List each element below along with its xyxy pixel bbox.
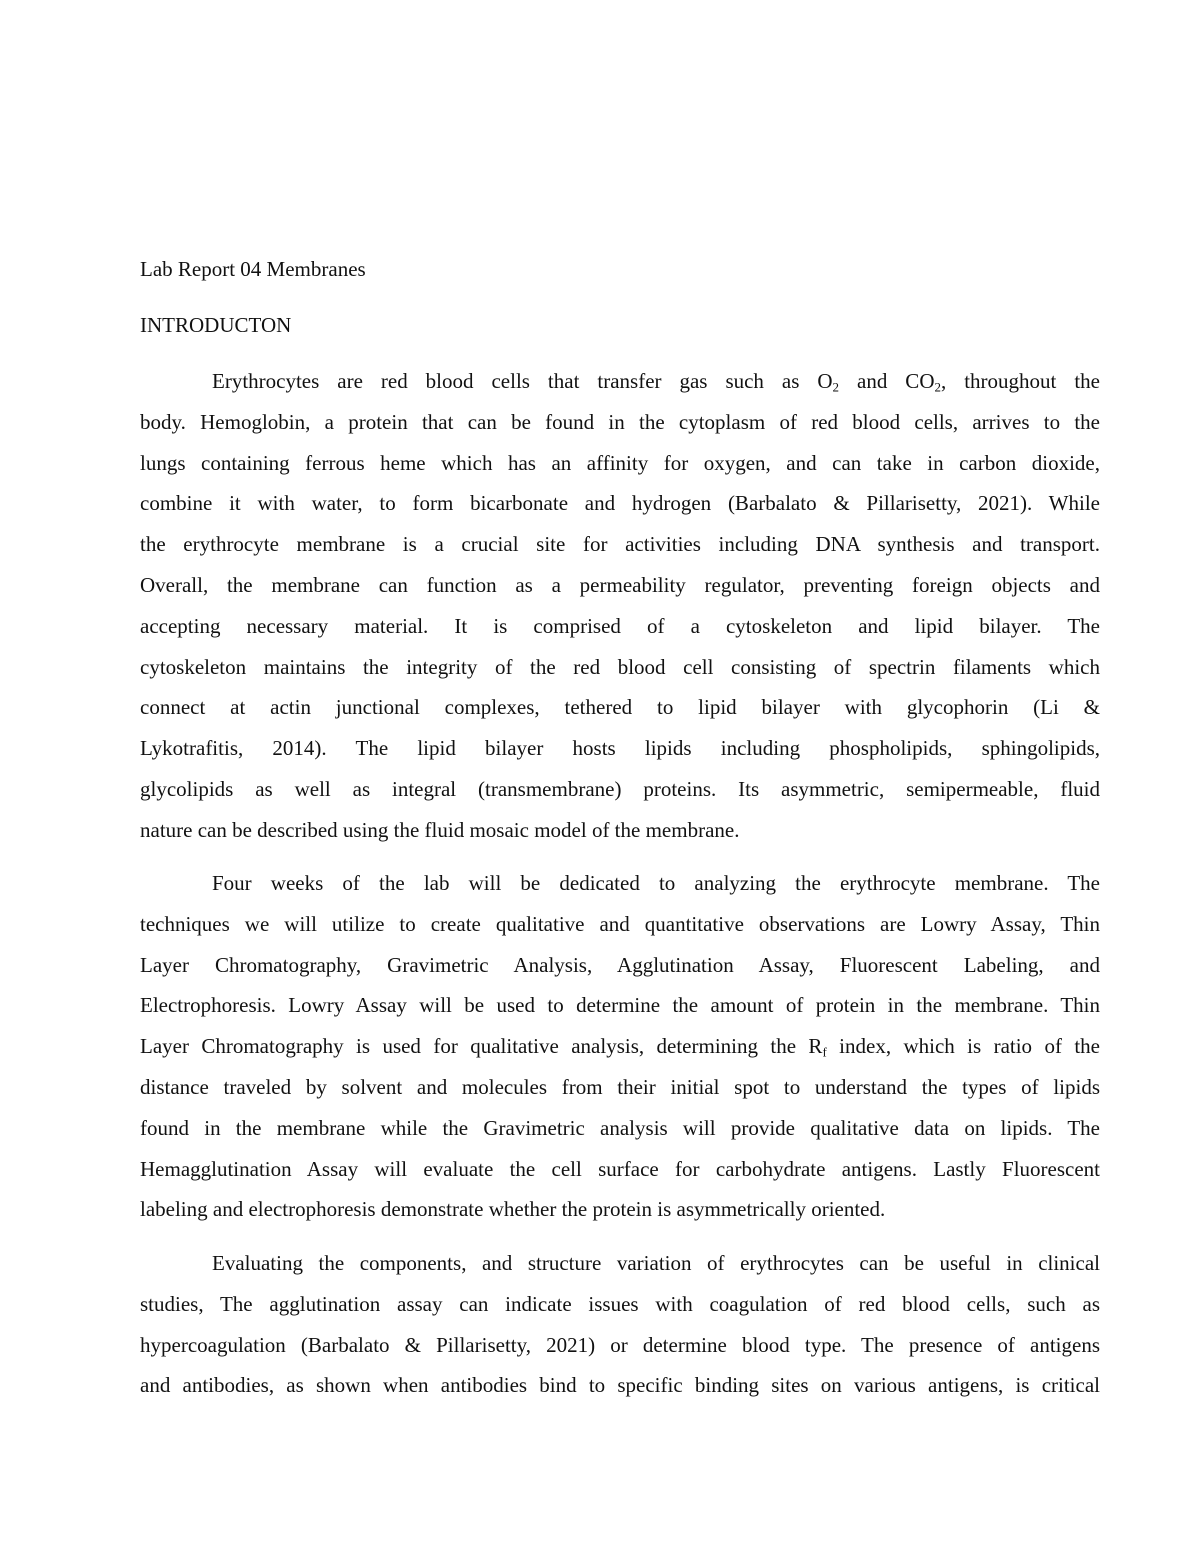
text-line: Electrophoresis. Lowry Assay will be used to determine the amount of protein in the membrane. Thin bbox=[140, 993, 1100, 1018]
text-line: and antibodies, as shown when antibodies bind to specific binding sites on various antigens, is critical bbox=[140, 1373, 1100, 1398]
text-line: accepting necessary material. It is comprised of a cytoskeleton and lipid bilayer. The bbox=[140, 613, 1100, 638]
text-line: Erythrocytes are red blood cells that transfer gas such as $O_2$ and $CO_2$, throughout the bbox=[212, 369, 1100, 395]
subscript: 2 bbox=[934, 379, 941, 395]
paragraph bbox=[140, 1243, 1100, 1406]
text-line: Layer Chromatography is used for qualitative analysis, determining the $R_f$ index, which is ratio of the bbox=[140, 1034, 1100, 1060]
text-line: Lykotrafitis, 2014). The lipid bilayer hosts lipids including phospholipids, sphingolipids, bbox=[140, 736, 1100, 761]
text-line: techniques we will utilize to create qualitative and quantitative observations are Lowry Assay, Thin bbox=[140, 911, 1100, 936]
text-line: the erythrocyte membrane is a crucial site for activities including DNA synthesis and transport. bbox=[140, 532, 1100, 557]
text-line: Evaluating the components, and structure variation of erythrocytes can be useful in clinical bbox=[212, 1251, 1100, 1275]
text-line: body. Hemoglobin, a protein that can be found in the cytoplasm of red blood cells, arrives to the bbox=[140, 409, 1100, 434]
text-line: combine it with water, to form bicarbonate and hydrogen (Barbalato & Pillarisetty, 2021). While bbox=[140, 491, 1100, 516]
text-line: connect at actin junctional complexes, tethered to lipid bilayer with glycophorin (Li & bbox=[140, 695, 1100, 720]
text-line: Hemagglutination Assay will evaluate the cell surface for carbohydrate antigens. Lastly Fluorescent bbox=[140, 1156, 1100, 1181]
section-heading: INTRODUCTON bbox=[140, 313, 292, 337]
text-line: Four weeks of the lab will be dedicated to analyzing the erythrocyte membrane. The bbox=[212, 871, 1100, 895]
paragraph bbox=[140, 361, 1100, 851]
text-line: Layer Chromatography, Gravimetric Analysis, Agglutination Assay, Fluorescent Labeling, and bbox=[140, 952, 1100, 977]
text-line: lungs containing ferrous heme which has an affinity for oxygen, and can take in carbon dioxide, bbox=[140, 450, 1100, 475]
text-line: nature can be described using the fluid mosaic model of the membrane. bbox=[140, 817, 740, 842]
paragraph bbox=[140, 863, 1100, 1230]
text-line: labeling and electrophoresis demonstrate whether the protein is asymmetrically oriented. bbox=[140, 1197, 886, 1222]
text-line: Overall, the membrane can function as a permeability regulator, preventing foreign objects and bbox=[140, 572, 1100, 597]
subscript: f bbox=[822, 1044, 827, 1060]
text-line: hypercoagulation (Barbalato & Pillarisetty, 2021) or determine blood type. The presence of antigens bbox=[140, 1332, 1100, 1357]
text-line: cytoskeleton maintains the integrity of the red blood cell consisting of spectrin filaments which bbox=[140, 654, 1100, 679]
text-line: found in the membrane while the Gravimetric analysis will provide qualitative data on lipids. The bbox=[140, 1115, 1100, 1140]
document-title: Lab Report 04 Membranes bbox=[140, 257, 366, 281]
subscript: 2 bbox=[832, 379, 840, 395]
text-line: studies, The agglutination assay can indicate issues with coagulation of red blood cells, such as bbox=[140, 1291, 1100, 1316]
text-line: distance traveled by solvent and molecules from their initial spot to understand the types of lipids bbox=[140, 1074, 1100, 1099]
text-line: glycolipids as well as integral (transmembrane) proteins. Its asymmetric, semipermeable, fluid bbox=[140, 776, 1100, 801]
